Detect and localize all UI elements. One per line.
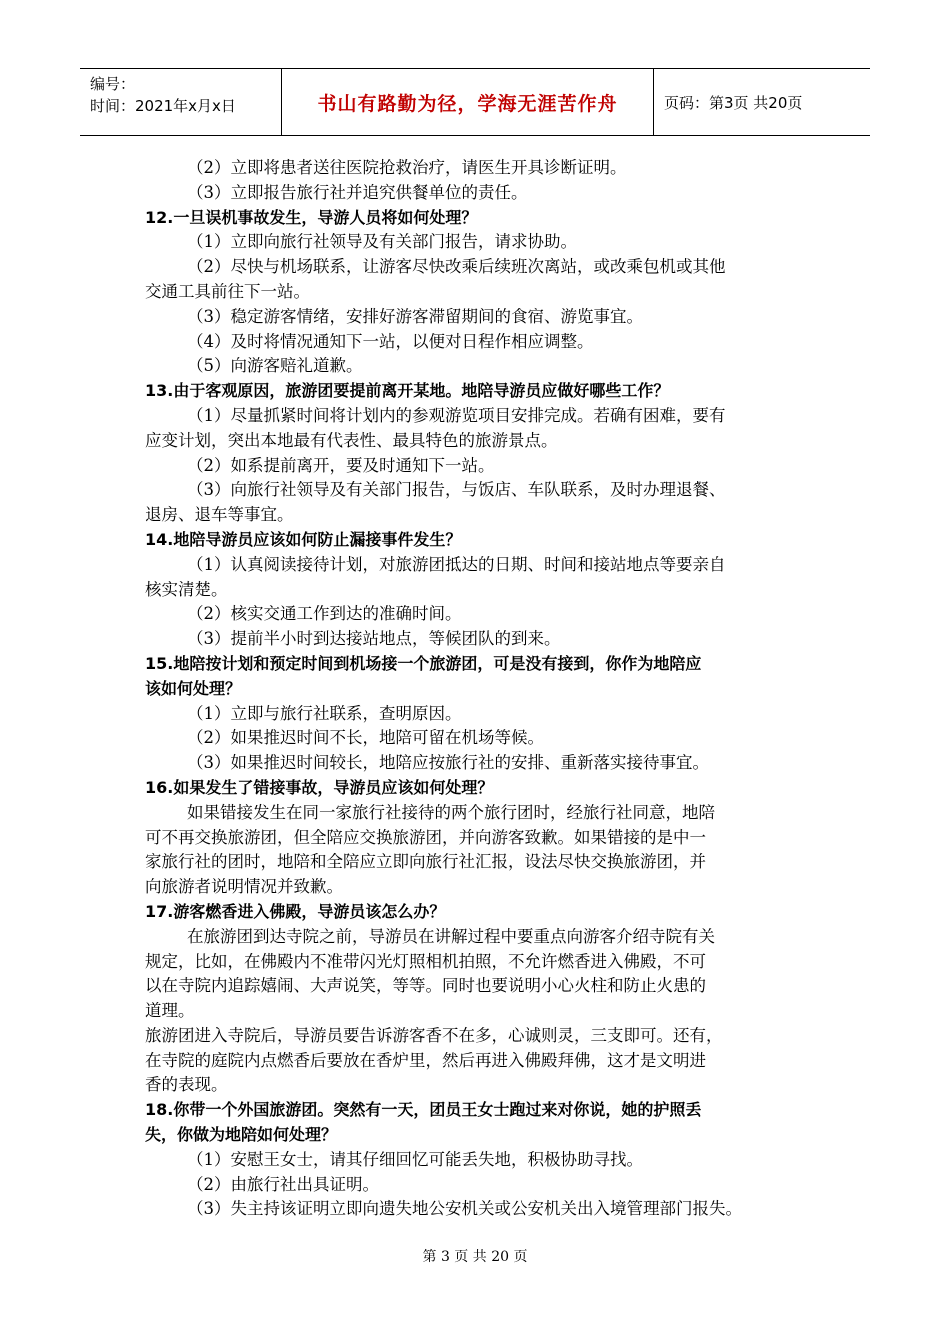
body-line: （2）核实交通工作到达的准确时间。 [187, 604, 462, 624]
question-heading: 18.你带一个外国旅游团。突然有一天，团员王女士跑过来对你说，她的护照丢 [145, 1100, 702, 1120]
document-body [145, 156, 805, 1222]
body-line: 应变计划，突出本地最有代表性、最具特色的旅游景点。 [145, 430, 558, 450]
body-line: （3）向旅行社领导及有关部门报告，与饭店、车队联系，及时办理退餐、 [187, 480, 726, 500]
question-heading: 15.地陪按计划和预定时间到机场接一个旅游团，可是没有接到，你作为地陪应 [145, 653, 702, 673]
body-line: （3）如果推迟时间较长，地陪应按旅行社的安排、重新落实接待事宜。 [187, 753, 709, 773]
body-line: （1）尽量抓紧时间将计划内的参观游览项目安排完成。若确有困难，要有 [187, 405, 726, 425]
header-info-cell [80, 69, 282, 135]
question-heading: 12.一旦误机事故发生，导游人员将如何处理？ [145, 207, 478, 227]
body-line: （2）如果推迟时间不长，地陪可留在机场等候。 [187, 728, 544, 748]
body-line: 在寺院的庭院内点燃香后要放在香炉里，然后再进入佛殿拜佛，这才是文明进 [145, 1050, 706, 1070]
body-line: 可不再交换旅游团，但全陪应交换旅游团，并向游客致歉。如果错接的是中一 [145, 827, 706, 847]
header-page-code: 页码：第3页 共20页 [664, 93, 803, 112]
question-heading: 失，你做为地陪如何处理？ [145, 1125, 338, 1145]
body-line: （2）由旅行社出具证明。 [187, 1174, 379, 1194]
question-heading: 该如何处理？ [145, 678, 242, 698]
question-heading: 13.由于客观原因，旅游团要提前离开某地。地陪导游员应做好哪些工作？ [145, 381, 670, 401]
body-line: 在旅游团到达寺院之前，导游员在讲解过程中要重点向游客介绍寺院有关 [187, 926, 715, 946]
body-line: （3）稳定游客情绪，安排好游客滞留期间的食宿、游览事宜。 [187, 306, 643, 326]
body-line: （2）尽快与机场联系，让游客尽快改乘后续班次离站，或改乘包机或其他 [187, 257, 726, 277]
question-heading: 17.游客燃香进入佛殿，导游员该怎么办？ [145, 901, 446, 921]
body-line: （2）立即将患者送往医院抢救治疗，请医生开具诊断证明。 [187, 158, 627, 177]
question-heading: 16.如果发生了错接事故，导游员应该如何处理？ [145, 777, 494, 797]
body-line: 香的表现。 [145, 1075, 228, 1095]
body-line: 如果错接发生在同一家旅行社接待的两个旅行团时，经旅行社同意，地陪 [187, 802, 715, 822]
body-line: 向旅游者说明情况并致歉。 [145, 877, 343, 897]
document-time-label: 时间：2021年x月x日 [90, 97, 236, 115]
body-line: （3）失主持该证明立即向遗失地公安机关或公安机关出入境管理部门报失。 [187, 1199, 742, 1219]
body-line: 交通工具前往下一站。 [145, 281, 310, 301]
body-line: （1）认真阅读接待计划，对旅游团抵达的日期、时间和接站地点等要亲自 [187, 554, 726, 574]
body-line: 核实清楚。 [145, 579, 228, 599]
document-number-label: 编号： [90, 75, 136, 93]
question-heading: 14.地陪导游员应该如何防止漏接事件发生？ [145, 529, 462, 549]
page-footer: 第 3 页 共 20 页 [422, 1249, 528, 1265]
body-line: （2）如系提前离开，要及时通知下一站。 [187, 455, 495, 475]
header-motto: 书山有路勤为径，学海无涯苦作舟 [282, 69, 654, 135]
body-line: 退房、退车等事宜。 [145, 505, 294, 525]
body-line: （4）及时将情况通知下一站，以便对日程作相应调整。 [187, 331, 594, 351]
body-line: 规定，比如，在佛殿内不准带闪光灯照相机拍照，不允许燃香进入佛殿，不可 [145, 951, 706, 971]
body-line: （3）立即报告旅行社并追究供餐单位的责任。 [187, 182, 528, 202]
body-line: 家旅行社的团时，地陪和全陪应立即向旅行社汇报，设法尽快交换旅游团，并 [145, 852, 706, 872]
page-header [80, 68, 870, 136]
body-line: 旅游团进入寺院后，导游员要告诉游客香不在多，心诚则灵，三支即可。还有， [145, 1025, 723, 1045]
body-line: 以在寺院内追踪嬉闹、大声说笑，等等。同时也要说明小心火柱和防止火患的 [145, 976, 706, 996]
body-line: （5）向游客赔礼道歉。 [187, 356, 363, 376]
body-line: （3）提前半小时到达接站地点，等候团队的到来。 [187, 629, 561, 649]
body-line: （1）安慰王女士，请其仔细回忆可能丢失地，积极协助寻找。 [187, 1149, 643, 1169]
body-line: 道理。 [145, 1001, 195, 1021]
body-line: （1）立即向旅行社领导及有关部门报告，请求协助。 [187, 232, 577, 252]
body-line: （1）立即与旅行社联系，查明原因。 [187, 703, 462, 723]
